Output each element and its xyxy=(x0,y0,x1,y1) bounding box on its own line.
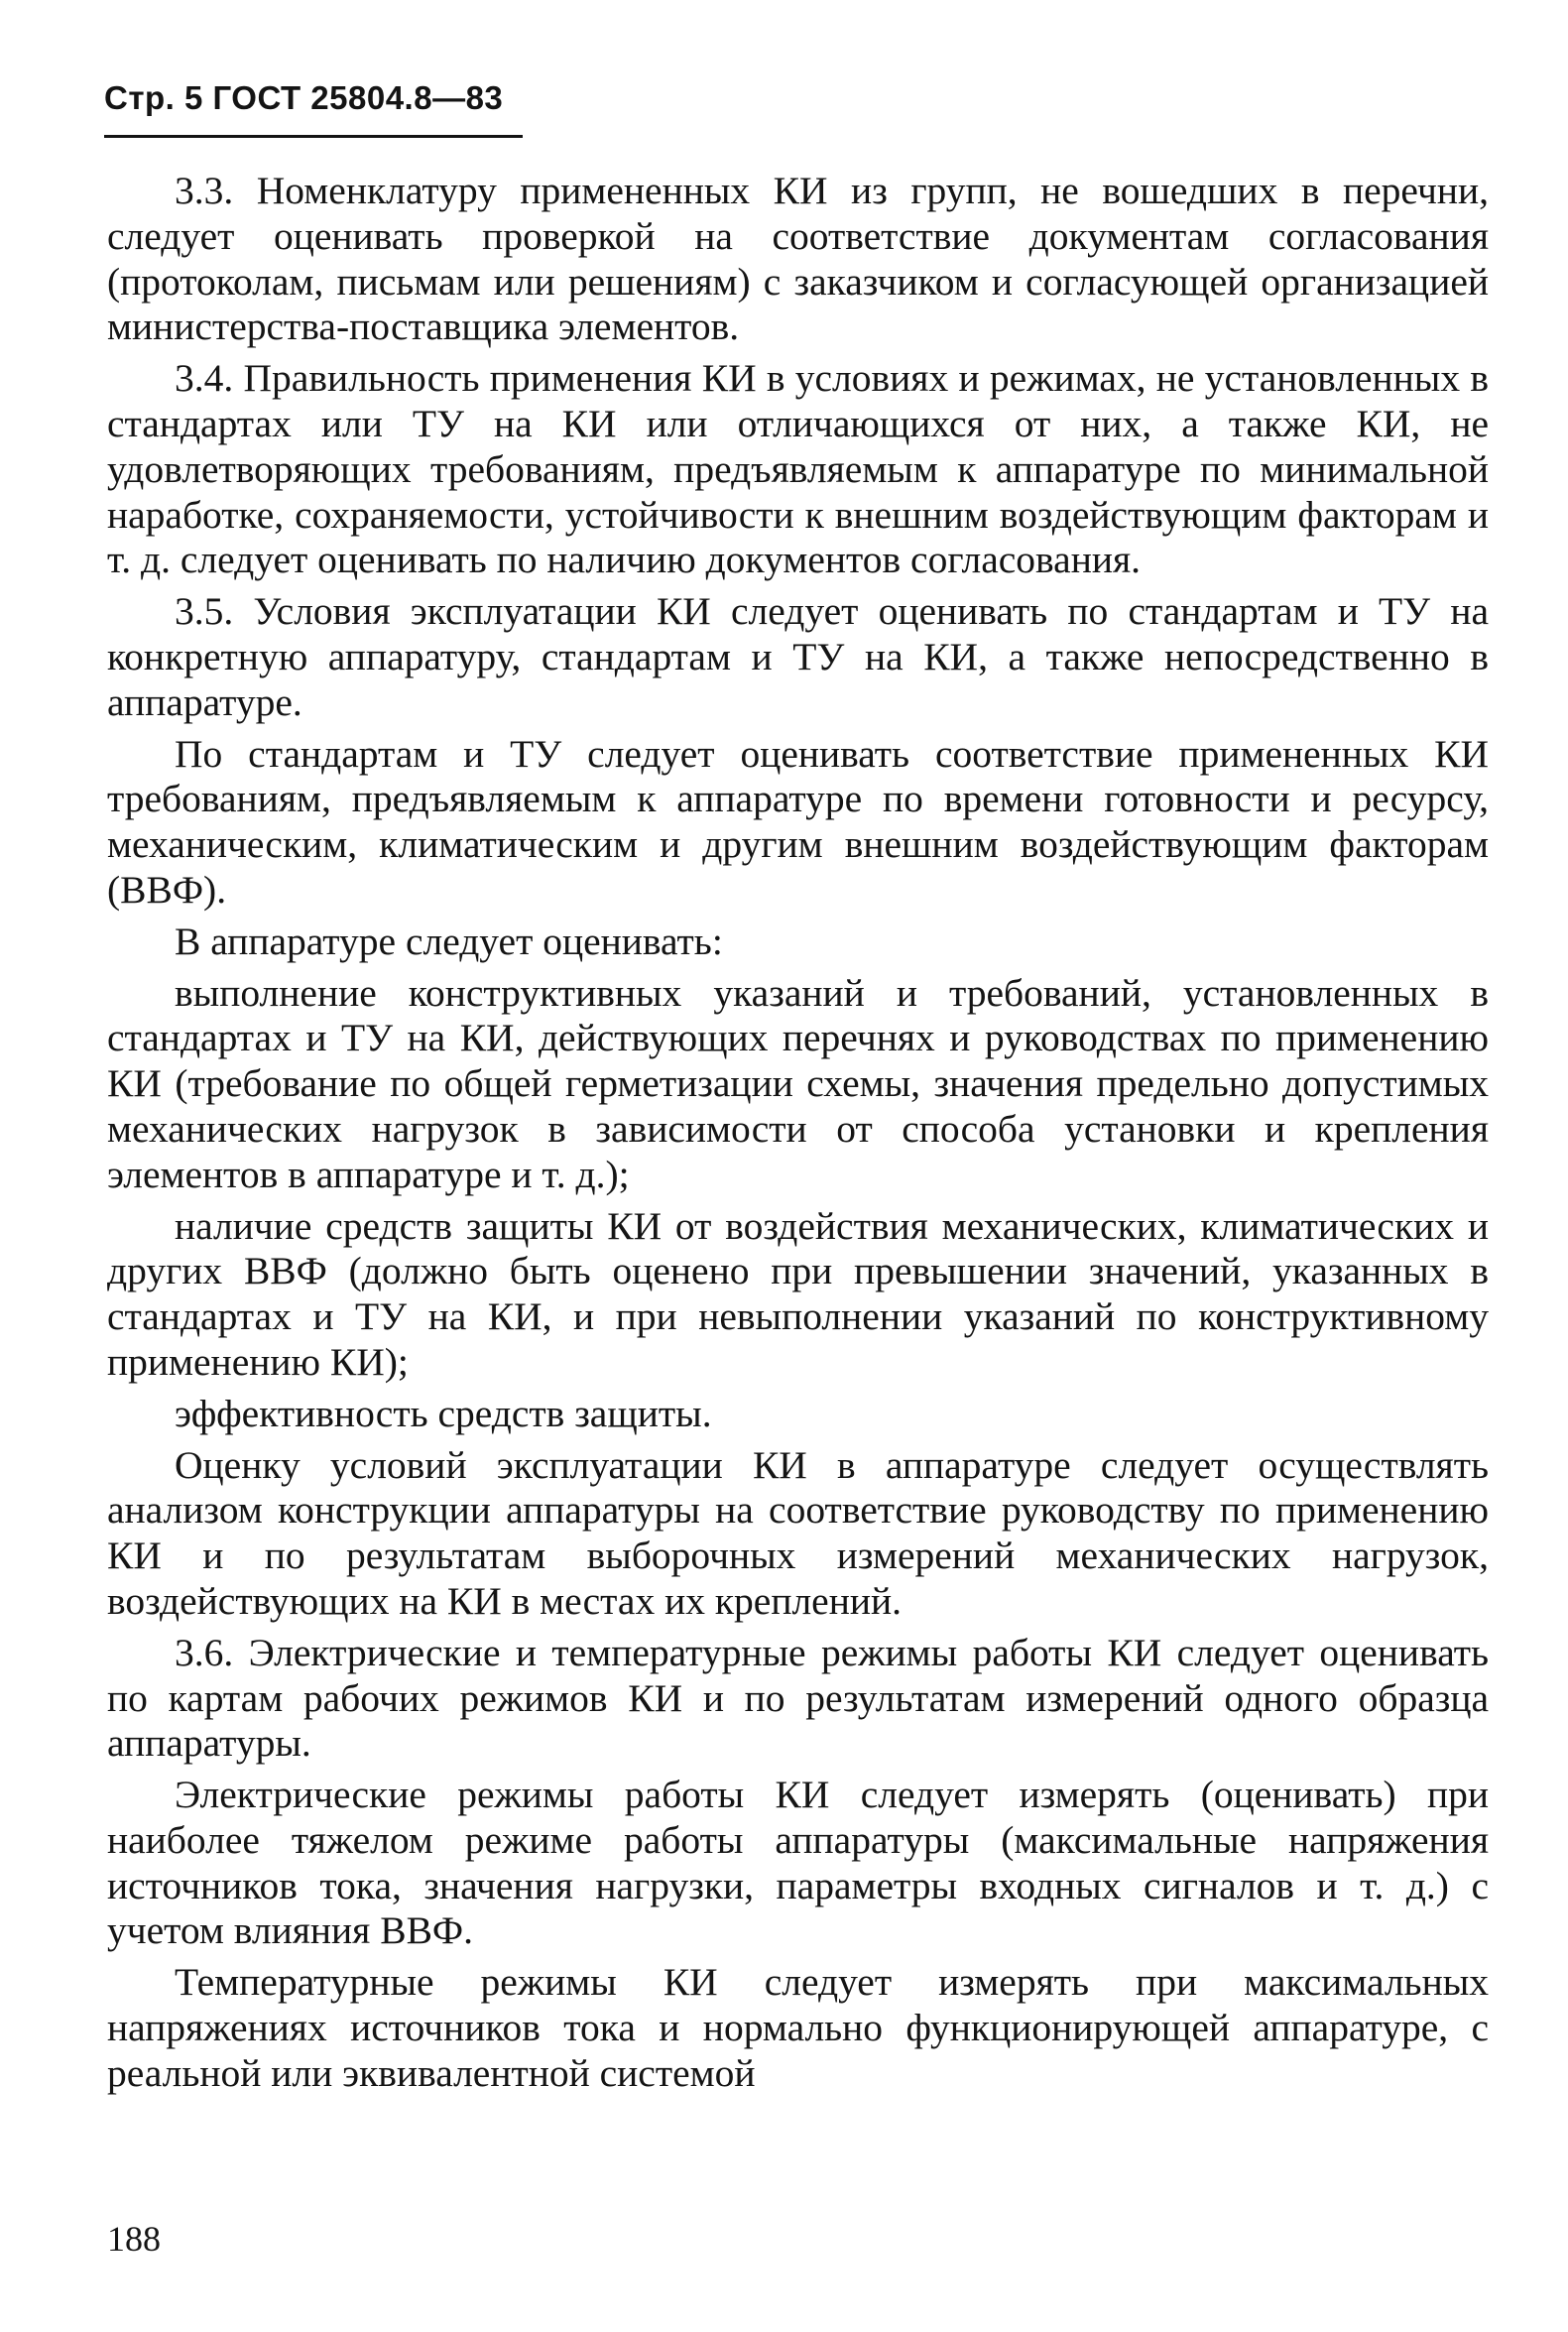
page-label: Стр. 5 xyxy=(104,79,203,116)
paragraph-temperature-modes: Температурные режимы КИ следует измерять при максимальных напряжениях источников тока и нормально функционирующей аппаратуре, с реальной или эквивалентной системой xyxy=(107,1960,1489,2095)
body-text xyxy=(107,169,1489,2103)
paragraph-standards-tu: По стандартам и ТУ следует оценивать соответствие примененных КИ требованиям, предъявляемым к аппаратуре по времени готовности и ресурсу, механическим, климатическим и другим внешним воздействующим факторам (ВВФ). xyxy=(107,731,1489,912)
paragraph-operating-conditions: Оценку условий эксплуатации КИ в аппаратуре следует осуществлять анализом конструкции аппаратуры на соответствие руководству по применению КИ и по результатам выборочных измерений механических нагрузок, воздействующих на КИ в местах их креплений. xyxy=(107,1442,1489,1623)
paragraph-in-apparatus: В аппаратуре следует оценивать: xyxy=(175,919,723,963)
paragraph-3-4: 3.4. Правильность применения КИ в условиях и режимах, не установленных в стандартах или ТУ на КИ или отличающихся от них, а также КИ, не удовлетворяющих требованиям, предъявляемым к аппаратуре по минимальной наработке, сохраняемости, устойчивости к внешним воздействующим факторам и т. д. следует оценивать по наличию документов согласования. xyxy=(107,356,1489,582)
paragraph-3-6: 3.6. Электрические и температурные режимы работы КИ следует оценивать по картам рабочих режимов КИ и по результатам измерений одного образца аппаратуры. xyxy=(107,1630,1489,1766)
page-number: 188 xyxy=(107,2219,161,2259)
page-header xyxy=(104,79,503,117)
list-item-design-requirements: выполнение конструктивных указаний и требований, установленных в стандартах и ТУ на КИ, действующих перечнях и руководствах по применению КИ (требование по общей герметизации схемы, значения предельно допустимых механических нагрузок в зависимости от способа установки и крепления элементов в аппаратуре и т. д.); xyxy=(107,970,1489,1196)
paragraph-3-3: 3.3. Номенклатуру примененных КИ из групп, не вошедших в перечни, следует оценивать проверкой на соответствие документам согласования (протоколам, письмам или решениям) с заказчиком и согласующей организацией министерства-поставщика элементов. xyxy=(107,169,1489,349)
list-item-protection-efficiency: эффективность средств защиты. xyxy=(175,1391,712,1435)
standard-designation: ГОСТ 25804.8—83 xyxy=(212,79,504,116)
list-item-protection-means: наличие средств защиты КИ от воздействия механических, климатических и других ВВФ (должно быть оценено при превышении значений, указанных в стандартах и ТУ на КИ, и при невыполнении указаний по конструктивному применению КИ); xyxy=(107,1203,1489,1384)
paragraph-3-5: 3.5. Условия эксплуатации КИ следует оценивать по стандартам и ТУ на конкретную аппаратуру, стандартам и ТУ на КИ, а также непосредственно в аппаратуре. xyxy=(107,589,1489,724)
header-rule xyxy=(104,135,523,138)
paragraph-electrical-modes: Электрические режимы работы КИ следует измерять (оценивать) при наиболее тяжелом режиме работы аппаратуры (максимальные напряжения источников тока, значения нагрузки, параметры входных сигналов и т. д.) с учетом влияния ВВФ. xyxy=(107,1773,1489,1953)
